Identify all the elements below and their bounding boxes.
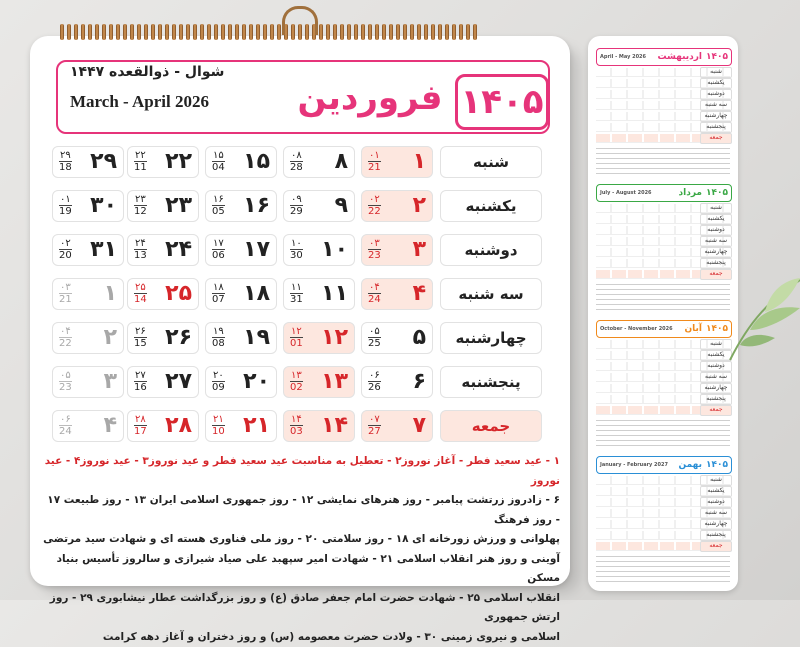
day-cell[interactable]: [52, 234, 124, 266]
secondary-dates: [134, 238, 147, 261]
day-cell[interactable]: [52, 190, 124, 222]
spiral-coil: [249, 24, 253, 40]
spiral-coil: [207, 24, 211, 40]
spiral-coil: [214, 24, 218, 40]
spiral-coil: [165, 24, 169, 40]
occasion-line: ۶ - زادروز زرتشت پیامبر - روز هنرهای نمایشی ۱۲ - روز جمهوری اسلامی ایران ۱۳ - روز طبیعت ۱۷ - روز فرهنگ: [40, 491, 560, 530]
hijri-day: ۱۴: [291, 414, 302, 425]
gregorian-day: 16: [134, 381, 147, 393]
solar-day: ۱۶: [243, 193, 270, 218]
mini-year: ۱۴۰۵: [706, 52, 728, 62]
mini-month-header: [596, 184, 732, 202]
mini-month-header: [596, 320, 732, 338]
hijri-day: ۰۸: [291, 150, 302, 161]
mini-weekday: سه شنبه: [700, 508, 732, 519]
secondary-dates: [368, 370, 381, 393]
spiral-coil: [445, 24, 449, 40]
mini-weekday: پنجشنبه: [700, 258, 732, 269]
day-cell[interactable]: [127, 322, 199, 354]
mini-month-title: آبان: [684, 324, 702, 334]
solar-day: ۱۵: [243, 149, 270, 174]
spiral-coil: [368, 24, 372, 40]
gregorian-day: 04: [212, 161, 225, 173]
day-cell[interactable]: [127, 234, 199, 266]
spiral-coil: [473, 24, 477, 40]
hijri-day: ۲۵: [135, 282, 146, 293]
mini-weekday: شنبه: [700, 339, 732, 350]
gregorian-day: 11: [134, 161, 147, 173]
mini-weekday: چهارشنبه: [700, 519, 732, 530]
solar-day: ۲: [104, 325, 117, 350]
hijri-day: ۰۴: [369, 282, 380, 293]
secondary-dates: [290, 194, 303, 217]
day-cell[interactable]: [205, 234, 277, 266]
gregorian-day: 21: [368, 161, 381, 173]
solar-day: ۴: [413, 281, 426, 306]
mini-month-header: [596, 456, 732, 474]
mini-weekday: شنبه: [700, 67, 732, 78]
hijri-day: ۲۹: [60, 150, 71, 161]
mini-gregorian: July - August 2026: [600, 190, 652, 196]
secondary-dates: [290, 150, 303, 173]
mini-year: ۱۴۰۵: [706, 188, 728, 198]
spiral-coil: [396, 24, 400, 40]
gregorian-day: 20: [59, 249, 72, 261]
gregorian-day: 24: [59, 425, 72, 437]
day-cell[interactable]: [127, 366, 199, 398]
spiral-coil: [326, 24, 330, 40]
solar-day: ۲۸: [165, 413, 192, 438]
hijri-day: ۲۲: [135, 150, 146, 161]
spiral-coil: [417, 24, 421, 40]
hijri-day: ۰۱: [60, 194, 71, 205]
spiral-coil: [116, 24, 120, 40]
occasion-line: ۱ - عید سعید فطر - آغاز نوروز۲ - تعطیل به مناسبت عید سعید فطر و عید نوروز۳ - عید نوروز۴ - عید نوروز: [40, 452, 560, 491]
mini-weekday: یکشنبه: [700, 486, 732, 497]
hijri-day: ۰۷: [369, 414, 380, 425]
hijri-day: ۰۵: [369, 326, 380, 337]
secondary-dates: [368, 414, 381, 437]
weekday-label: شنبه: [440, 146, 542, 178]
gregorian-day: 08: [212, 337, 225, 349]
mini-weekday: یکشنبه: [700, 350, 732, 361]
spiral-coil: [431, 24, 435, 40]
day-cell[interactable]: [205, 366, 277, 398]
gregorian-day: 14: [134, 293, 147, 305]
solar-day: ۲۹: [90, 149, 117, 174]
secondary-dates: [134, 194, 147, 217]
day-cell[interactable]: [283, 234, 355, 266]
day-cell[interactable]: [205, 410, 277, 442]
hijri-day: ۱۱: [291, 282, 302, 293]
mini-weekday: دوشنبه: [700, 89, 732, 100]
day-cell[interactable]: [283, 146, 355, 178]
gregorian-day: 31: [290, 293, 303, 305]
hijri-day: ۲۴: [135, 238, 146, 249]
month-title: فروردین: [285, 78, 455, 118]
spiral-coil: [200, 24, 204, 40]
gregorian-day: 23: [368, 249, 381, 261]
solar-day: ۲۴: [165, 237, 192, 262]
gregorian-day: 22: [59, 337, 72, 349]
spiral-coil: [137, 24, 141, 40]
mini-weekday: سه شنبه: [700, 372, 732, 383]
spiral-coil: [158, 24, 162, 40]
mini-month-header: [596, 48, 732, 66]
mini-year: ۱۴۰۵: [706, 460, 728, 470]
spiral-coil: [410, 24, 414, 40]
solar-day: ۱۳: [321, 369, 348, 394]
mini-weekday: سه شنبه: [700, 236, 732, 247]
mini-weekday: یکشنبه: [700, 214, 732, 225]
day-cell[interactable]: [127, 278, 199, 310]
mini-month-title: اردیبهشت: [657, 52, 702, 62]
spiral-coil: [361, 24, 365, 40]
spiral-coil: [347, 24, 351, 40]
hanger-hook: [282, 6, 318, 35]
hijri-day: ۲۸: [135, 414, 146, 425]
hijri-day: ۰۱: [369, 150, 380, 161]
mini-month-title: مرداد: [679, 188, 703, 198]
secondary-dates: [134, 282, 147, 305]
day-cell[interactable]: [205, 146, 277, 178]
mini-occasions-text: [596, 284, 730, 312]
spiral-coil: [459, 24, 463, 40]
day-cell[interactable]: [52, 146, 124, 178]
secondary-dates: [59, 194, 72, 217]
hijri-day: ۱۶: [213, 194, 224, 205]
secondary-dates: [212, 414, 225, 437]
solar-day: ۱۴: [321, 413, 348, 438]
spiral-coil: [270, 24, 274, 40]
solar-day: ۱۱: [321, 281, 348, 306]
plant-leaves-icon: [720, 250, 800, 370]
hijri-day: ۰۹: [291, 194, 302, 205]
mini-weekday: پنجشنبه: [700, 530, 732, 541]
day-cell[interactable]: [127, 410, 199, 442]
hijri-day: ۰۵: [60, 370, 71, 381]
day-cell[interactable]: [361, 322, 433, 354]
solar-day: ۳: [104, 369, 117, 394]
occasion-line: آوینی و روز هنر انقلاب اسلامی ۲۱ - شهادت امیر سپهبد علی صیاد شیرازی و سالروز تأسیس بنیاد مسکن: [40, 550, 560, 589]
spiral-coil: [172, 24, 176, 40]
spiral-coil: [144, 24, 148, 40]
mini-occasions-text: [596, 420, 730, 448]
hijri-day: ۱۵: [213, 150, 224, 161]
day-cell[interactable]: [361, 146, 433, 178]
secondary-dates: [290, 414, 303, 437]
spiral-coil: [235, 24, 239, 40]
secondary-dates: [290, 238, 303, 261]
hijri-day: ۱۲: [291, 326, 302, 337]
spiral-coil: [193, 24, 197, 40]
hijri-day: ۰۳: [369, 238, 380, 249]
hijri-day: ۱۳: [291, 370, 302, 381]
mini-weekday: پنجشنبه: [700, 394, 732, 405]
mini-weekday: جمعه: [700, 541, 732, 552]
day-cell[interactable]: [283, 366, 355, 398]
day-cell[interactable]: [283, 278, 355, 310]
secondary-dates: [59, 326, 72, 349]
hijri-months: شوال - ذوالقعده ۱۴۴۷: [70, 64, 250, 80]
spiral-coil: [263, 24, 267, 40]
secondary-dates: [59, 238, 72, 261]
mini-weekday: چهارشنبه: [700, 111, 732, 122]
secondary-dates: [59, 370, 72, 393]
spiral-coil: [452, 24, 456, 40]
spiral-coil: [354, 24, 358, 40]
solar-day: ۲۵: [165, 281, 192, 306]
gregorian-day: 23: [59, 381, 72, 393]
solar-day: ۲۳: [165, 193, 192, 218]
gregorian-day: 18: [59, 161, 72, 173]
spiral-coil: [403, 24, 407, 40]
mini-occasions-text: [596, 148, 730, 176]
secondary-dates: [212, 326, 225, 349]
spiral-coil: [277, 24, 281, 40]
spiral-coil: [382, 24, 386, 40]
mini-gregorian: October - November 2026: [600, 326, 673, 332]
spiral-coil: [221, 24, 225, 40]
day-cell[interactable]: [361, 366, 433, 398]
spiral-coil: [256, 24, 260, 40]
weekday-label: سه شنبه: [440, 278, 542, 310]
spiral-coil: [123, 24, 127, 40]
secondary-dates: [134, 150, 147, 173]
mini-occasions-text: [596, 556, 730, 584]
solar-day: ۲۷: [165, 369, 192, 394]
day-cell[interactable]: [361, 190, 433, 222]
secondary-dates: [134, 326, 147, 349]
occasion-line: اسلامی و نیروی زمینی ۳۰ - ولادت حضرت معصومه (س) و روز دختران و آغاز دهه کرامت: [40, 628, 560, 647]
secondary-dates: [59, 414, 72, 437]
hijri-day: ۱۸: [213, 282, 224, 293]
spiral-coil: [81, 24, 85, 40]
secondary-dates: [368, 150, 381, 173]
secondary-dates: [212, 194, 225, 217]
solar-day: ۷: [413, 413, 426, 438]
day-cell[interactable]: [283, 410, 355, 442]
gregorian-day: 13: [134, 249, 147, 261]
day-cell[interactable]: [205, 322, 277, 354]
gregorian-day: 21: [59, 293, 72, 305]
mini-weekday: یکشنبه: [700, 78, 732, 89]
spiral-coil: [179, 24, 183, 40]
gregorian-day: 28: [290, 161, 303, 173]
spiral-coil: [130, 24, 134, 40]
hijri-day: ۲۷: [135, 370, 146, 381]
secondary-dates: [212, 150, 225, 173]
solar-day: ۱۸: [243, 281, 270, 306]
spiral-coil: [102, 24, 106, 40]
secondary-dates: [368, 282, 381, 305]
spiral-coil: [340, 24, 344, 40]
spiral-coil: [333, 24, 337, 40]
mini-weekday: جمعه: [700, 269, 732, 280]
solar-day: ۴: [104, 413, 117, 438]
solar-day: ۳۰: [90, 193, 117, 218]
day-cell[interactable]: [205, 190, 277, 222]
gregorian-months: March - April 2026: [70, 92, 209, 112]
secondary-dates: [59, 282, 72, 305]
mini-weekday: شنبه: [700, 475, 732, 486]
day-cell[interactable]: [52, 322, 124, 354]
spiral-coil: [151, 24, 155, 40]
spiral-coil: [375, 24, 379, 40]
solar-day: ۱۹: [243, 325, 270, 350]
mini-weekday: جمعه: [700, 133, 732, 144]
day-cell[interactable]: [283, 322, 355, 354]
secondary-dates: [212, 282, 225, 305]
spiral-coil: [95, 24, 99, 40]
solar-day: ۹: [335, 193, 348, 218]
weekday-label: دوشنبه: [440, 234, 542, 266]
hijri-day: ۱۷: [213, 238, 224, 249]
day-cell[interactable]: [205, 278, 277, 310]
solar-day: ۵: [413, 325, 426, 350]
solar-day: ۱: [104, 281, 117, 306]
gregorian-day: 06: [212, 249, 225, 261]
gregorian-day: 10: [212, 425, 225, 437]
gregorian-day: 24: [368, 293, 381, 305]
mini-weekday: چهارشنبه: [700, 383, 732, 394]
solar-day: ۱۰: [321, 237, 348, 262]
weekday-label: چهارشنبه: [440, 322, 542, 354]
secondary-dates: [368, 238, 381, 261]
weekday-label: جمعه: [440, 410, 542, 442]
mini-year: ۱۴۰۵: [706, 324, 728, 334]
spiral-coil: [242, 24, 246, 40]
hijri-day: ۲۶: [135, 326, 146, 337]
hijri-day: ۰۲: [60, 238, 71, 249]
spiral-coil: [67, 24, 71, 40]
secondary-dates: [368, 326, 381, 349]
spiral-coil: [319, 24, 323, 40]
secondary-dates: [212, 370, 225, 393]
gregorian-day: 29: [290, 205, 303, 217]
mini-weekday: دوشنبه: [700, 225, 732, 236]
secondary-dates: [290, 282, 303, 305]
spiral-coil: [88, 24, 92, 40]
day-cell[interactable]: [283, 190, 355, 222]
day-cell[interactable]: [361, 410, 433, 442]
day-cell[interactable]: [361, 278, 433, 310]
secondary-dates: [134, 370, 147, 393]
spiral-coil: [424, 24, 428, 40]
hijri-day: ۰۶: [369, 370, 380, 381]
mini-weekday: دوشنبه: [700, 361, 732, 372]
gregorian-day: 27: [368, 425, 381, 437]
spiral-coil: [438, 24, 442, 40]
mini-gregorian: January - February 2027: [600, 462, 668, 468]
gregorian-day: 15: [134, 337, 147, 349]
occasions-list: [40, 452, 560, 647]
hijri-day: ۰۳: [60, 282, 71, 293]
spiral-coil: [186, 24, 190, 40]
mini-month-title: بهمن: [679, 460, 702, 470]
secondary-dates: [212, 238, 225, 261]
gregorian-day: 05: [212, 205, 225, 217]
secondary-dates: [290, 326, 303, 349]
solar-day: ۶: [413, 369, 426, 394]
solar-day: ۳۱: [90, 237, 117, 262]
solar-day: ۲۰: [243, 369, 270, 394]
gregorian-day: 19: [59, 205, 72, 217]
secondary-dates: [134, 414, 147, 437]
mini-weekday: پنجشنبه: [700, 122, 732, 133]
spiral-coil: [109, 24, 113, 40]
spiral-coil: [60, 24, 64, 40]
mini-weekday: سه شنبه: [700, 100, 732, 111]
solar-day: ۳: [413, 237, 426, 262]
day-cell[interactable]: [52, 278, 124, 310]
mini-calendar-strip: [588, 36, 738, 591]
gregorian-day: 12: [134, 205, 147, 217]
hijri-day: ۰۲: [369, 194, 380, 205]
hijri-day: ۰۴: [60, 326, 71, 337]
mini-gregorian: April - May 2026: [600, 54, 646, 60]
secondary-dates: [290, 370, 303, 393]
gregorian-day: 17: [134, 425, 147, 437]
solar-day: ۱۷: [243, 237, 270, 262]
hijri-day: ۲۰: [213, 370, 224, 381]
solar-day: ۲۲: [165, 149, 192, 174]
solar-day: ۱: [413, 149, 426, 174]
hijri-day: ۱۹: [213, 326, 224, 337]
solar-day: ۸: [335, 149, 348, 174]
mini-weekday: جمعه: [700, 405, 732, 416]
mini-weekday: دوشنبه: [700, 497, 732, 508]
hijri-day: ۲۳: [135, 194, 146, 205]
gregorian-day: 30: [290, 249, 303, 261]
spiral-coil: [228, 24, 232, 40]
spiral-coil: [466, 24, 470, 40]
gregorian-day: 02: [290, 381, 303, 393]
gregorian-day: 03: [290, 425, 303, 437]
gregorian-day: 26: [368, 381, 381, 393]
gregorian-day: 07: [212, 293, 225, 305]
mini-weekday: شنبه: [700, 203, 732, 214]
solar-day: ۲۶: [165, 325, 192, 350]
occasion-line: پهلوانی و ورزش زورخانه ای ۱۸ - روز سلامتی ۲۰ - روز ملی فناوری هسته ای و شهادت سید مرتضی: [40, 530, 560, 550]
solar-day: ۱۲: [321, 325, 348, 350]
hijri-day: ۲۱: [213, 414, 224, 425]
secondary-dates: [59, 150, 72, 173]
gregorian-day: 25: [368, 337, 381, 349]
gregorian-day: 22: [368, 205, 381, 217]
secondary-dates: [368, 194, 381, 217]
day-cell[interactable]: [127, 190, 199, 222]
gregorian-day: 01: [290, 337, 303, 349]
weekday-label: یکشنبه: [440, 190, 542, 222]
spiral-coil: [74, 24, 78, 40]
gregorian-day: 09: [212, 381, 225, 393]
weekday-label: پنجشنبه: [440, 366, 542, 398]
day-cell[interactable]: [127, 146, 199, 178]
mini-weekday: چهارشنبه: [700, 247, 732, 258]
solar-day: ۲۱: [243, 413, 270, 438]
day-cell[interactable]: [52, 366, 124, 398]
solar-day: ۲: [413, 193, 426, 218]
occasion-line: انقلاب اسلامی ۲۵ - شهادت حضرت امام جعفر صادق (ع) و روز بزرگداشت عطار نیشابوری ۲۹ - روز ارتش جمهوری: [40, 589, 560, 628]
day-cell[interactable]: [361, 234, 433, 266]
spiral-coil: [389, 24, 393, 40]
hijri-day: ۰۶: [60, 414, 71, 425]
day-cell[interactable]: [52, 410, 124, 442]
hijri-day: ۱۰: [291, 238, 302, 249]
year-label: ۱۴۰۵: [455, 74, 549, 130]
